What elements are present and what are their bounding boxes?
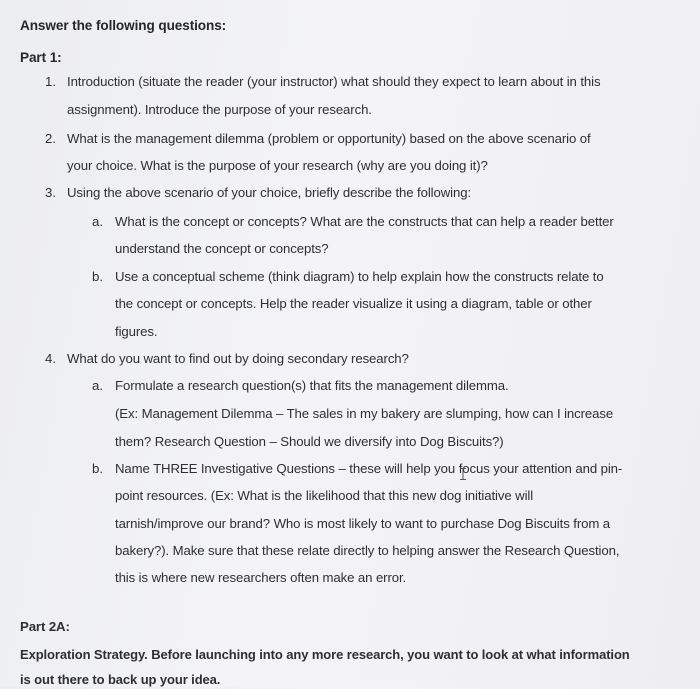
part1-label: Part 1: bbox=[20, 50, 62, 65]
q1-number: 1. bbox=[45, 74, 56, 89]
q3b-line-2: the concept or concepts. Help the reader visualize it using a diagram, table or other bbox=[115, 296, 592, 311]
part2a-label: Part 2A: bbox=[20, 619, 70, 634]
q4b-line-5: this is where new researchers often make an error. bbox=[115, 570, 407, 585]
text-cursor-icon bbox=[459, 468, 467, 480]
q3a-line-2: understand the concept or concepts? bbox=[115, 241, 329, 256]
q1-line-2: assignment). Introduce the purpose of your research. bbox=[67, 102, 372, 117]
q3b-line-3: figures. bbox=[115, 324, 158, 339]
q4a-line-3: them? Research Question – Should we diversify into Dog Biscuits?) bbox=[115, 434, 504, 449]
q4b-line-4: bakery?). Make sure that these relate directly to helping answer the Research Question, bbox=[115, 543, 620, 558]
q2-number: 2. bbox=[45, 131, 56, 146]
q4a-line-1: Formulate a research question(s) that fits the management dilemma. bbox=[115, 378, 509, 393]
q4a-line-2: (Ex: Management Dilemma – The sales in my bakery are slumping, how can I increase bbox=[115, 406, 614, 421]
part2a-line-2: is out there to back up your idea. bbox=[20, 672, 221, 687]
q3b-line-1: Use a conceptual scheme (think diagram) to help explain how the constructs relate to bbox=[115, 269, 604, 284]
q3-line-1: Using the above scenario of your choice, briefly describe the following: bbox=[67, 185, 472, 200]
q4a-letter: a. bbox=[92, 378, 103, 393]
q3-number: 3. bbox=[45, 185, 56, 200]
q1-line-1: Introduction (situate the reader (your instructor) what should they expect to learn about in this bbox=[67, 74, 601, 89]
q3a-line-1: What is the concept or concepts? What are the constructs that can help a reader better bbox=[115, 214, 614, 229]
q3a-letter: a. bbox=[92, 214, 103, 229]
q4b-line-3: tarnish/improve our brand? Who is most likely to want to purchase Dog Biscuits from a bbox=[115, 516, 611, 531]
q4b-line-2: point resources. (Ex: What is the likelihood that this new dog initiative will bbox=[115, 488, 534, 503]
part2a-line-1: Exploration Strategy. Before launching into any more research, you want to look at what information bbox=[20, 647, 630, 662]
q2-line-2: your choice. What is the purpose of your research (why are you doing it)? bbox=[67, 158, 488, 173]
q4b-letter: b. bbox=[92, 461, 103, 476]
q4-number: 4. bbox=[45, 351, 56, 366]
page-title: Answer the following questions: bbox=[20, 18, 227, 33]
q4-line-1: What do you want to find out by doing secondary research? bbox=[67, 351, 409, 366]
q3b-letter: b. bbox=[92, 269, 103, 284]
q2-line-1: What is the management dilemma (problem or opportunity) based on the above scenario of bbox=[67, 131, 591, 146]
q4b-line-1: Name THREE Investigative Questions – these will help you focus your attention and pin- bbox=[115, 461, 623, 476]
